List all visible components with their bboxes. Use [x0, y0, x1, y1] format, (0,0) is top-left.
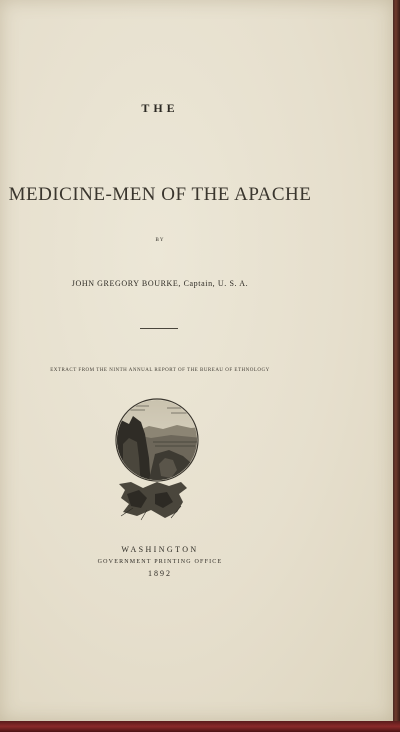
- book-bottom-edge: [0, 721, 400, 732]
- imprint-place: WASHINGTON: [121, 545, 199, 554]
- extract-note: EXTRACT FROM THE NINTH ANNUAL REPORT OF THE BUREAU OF ETHNOLOGY: [50, 368, 270, 373]
- author-name: JOHN GREGORY BOURKE, Captain, U. S. A.: [71, 279, 249, 288]
- byline-by: BY: [155, 238, 165, 243]
- imprint-year: 1892: [148, 569, 172, 578]
- book-title: MEDICINE-MEN OF THE APACHE: [8, 184, 312, 205]
- vignette-illustration: [111, 398, 203, 522]
- book-spine-edge: [393, 0, 400, 732]
- imprint-printer: GOVERNMENT PRINTING OFFICE: [97, 559, 223, 565]
- title-article: THE: [141, 101, 179, 115]
- divider-rule: [140, 328, 178, 329]
